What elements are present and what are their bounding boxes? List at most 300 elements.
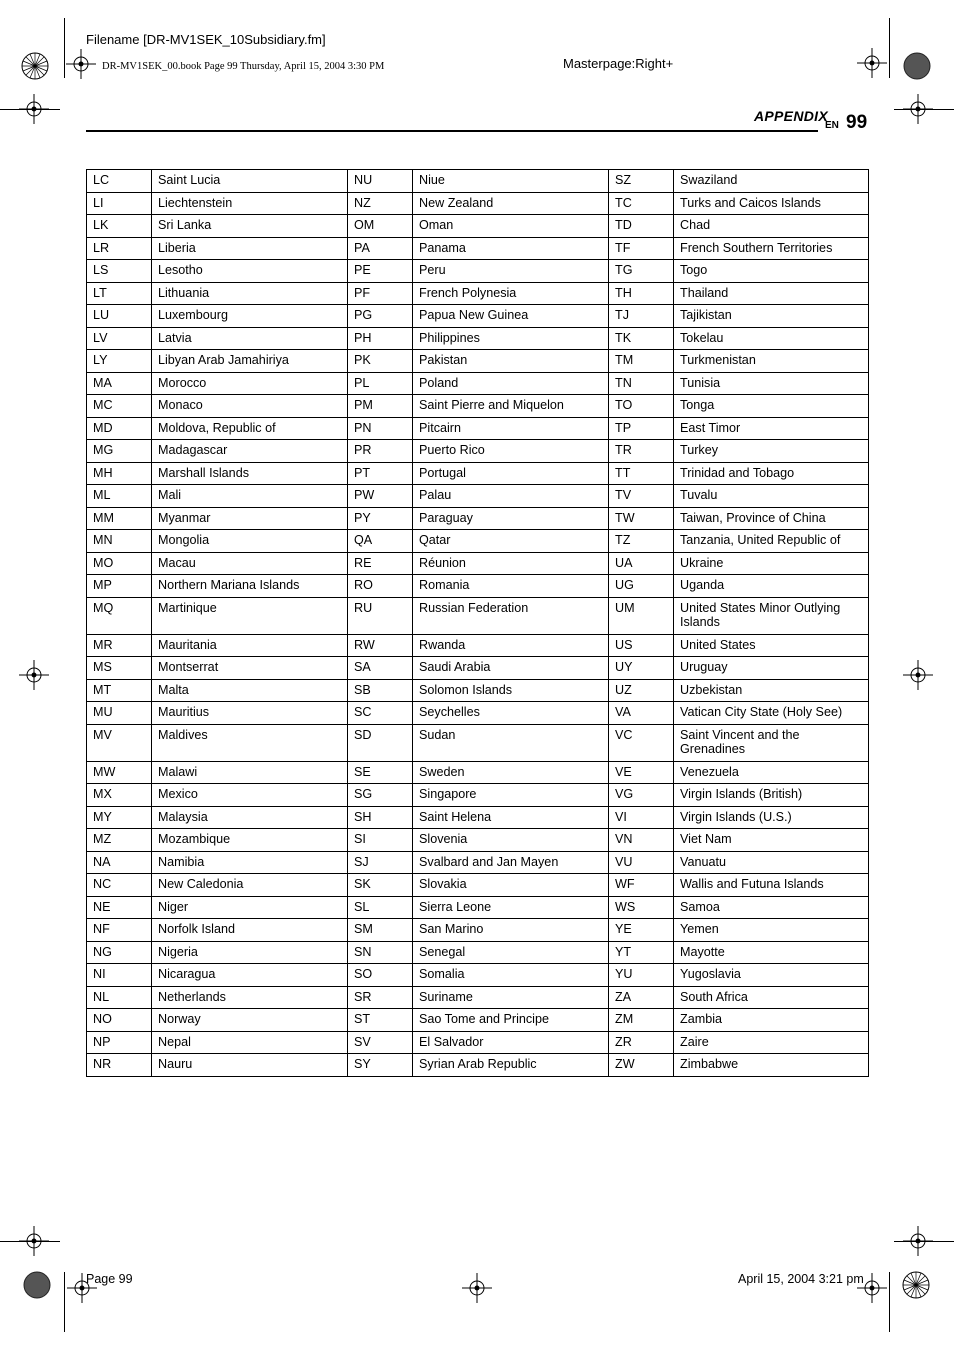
code-cell: PF	[348, 282, 413, 305]
registration-dot-icon	[902, 51, 932, 81]
country-cell: Saint Lucia	[152, 170, 348, 193]
country-cell: French Southern Territories	[674, 237, 869, 260]
country-cell: Tokelau	[674, 327, 869, 350]
table-row	[87, 1031, 869, 1054]
code-cell: PR	[348, 440, 413, 463]
country-cell: Romania	[413, 575, 609, 598]
code-cell: SK	[348, 874, 413, 897]
table-row	[87, 986, 869, 1009]
country-cell: Papua New Guinea	[413, 305, 609, 328]
country-cell: Namibia	[152, 851, 348, 874]
country-cell: Malawi	[152, 761, 348, 784]
code-cell: ZM	[609, 1009, 674, 1032]
code-cell: MD	[87, 417, 152, 440]
code-cell: NP	[87, 1031, 152, 1054]
crop-line	[889, 1272, 890, 1332]
country-cell: Luxembourg	[152, 305, 348, 328]
code-cell: LV	[87, 327, 152, 350]
footer-date: April 15, 2004 3:21 pm	[738, 1272, 864, 1286]
header-masterpage: Masterpage:Right+	[563, 56, 674, 71]
code-cell: SC	[348, 702, 413, 725]
code-cell: US	[609, 634, 674, 657]
code-cell: RU	[348, 597, 413, 634]
code-cell: ZW	[609, 1054, 674, 1077]
country-cell: Nauru	[152, 1054, 348, 1077]
code-cell: PT	[348, 462, 413, 485]
code-cell: TO	[609, 395, 674, 418]
table-row	[87, 417, 869, 440]
country-cell: Tanzania, United Republic of	[674, 530, 869, 553]
country-cell: Peru	[413, 260, 609, 283]
country-cell: Ukraine	[674, 552, 869, 575]
code-cell: PG	[348, 305, 413, 328]
country-cell: Thailand	[674, 282, 869, 305]
code-cell: SO	[348, 964, 413, 987]
country-cell: Sao Tome and Principe	[413, 1009, 609, 1032]
country-cell: Tunisia	[674, 372, 869, 395]
code-cell: MU	[87, 702, 152, 725]
country-cell: Lesotho	[152, 260, 348, 283]
country-cell: Zambia	[674, 1009, 869, 1032]
table-row	[87, 462, 869, 485]
code-cell: NG	[87, 941, 152, 964]
table-row	[87, 192, 869, 215]
country-cell: Puerto Rico	[413, 440, 609, 463]
code-cell: PH	[348, 327, 413, 350]
country-cell: Moldova, Republic of	[152, 417, 348, 440]
code-cell: PA	[348, 237, 413, 260]
code-cell: NI	[87, 964, 152, 987]
country-cell: Virgin Islands (U.S.)	[674, 806, 869, 829]
country-cell: Russian Federation	[413, 597, 609, 634]
country-cell: Mongolia	[152, 530, 348, 553]
country-cell: Martinique	[152, 597, 348, 634]
country-cell: Lithuania	[152, 282, 348, 305]
code-cell: NR	[87, 1054, 152, 1077]
crop-line	[894, 1241, 954, 1242]
country-cell: Svalbard and Jan Mayen	[413, 851, 609, 874]
registration-dot-icon	[22, 1270, 52, 1300]
country-cell: Philippines	[413, 327, 609, 350]
code-cell: YT	[609, 941, 674, 964]
country-cell: Nigeria	[152, 941, 348, 964]
code-cell: VC	[609, 724, 674, 761]
code-cell: SZ	[609, 170, 674, 193]
table-row	[87, 530, 869, 553]
code-cell: PN	[348, 417, 413, 440]
code-cell: MG	[87, 440, 152, 463]
code-cell: UG	[609, 575, 674, 598]
crop-line	[0, 109, 60, 110]
code-cell: VA	[609, 702, 674, 725]
code-cell: TF	[609, 237, 674, 260]
code-cell: SM	[348, 919, 413, 942]
code-cell: SN	[348, 941, 413, 964]
header-book-line: DR-MV1SEK_00.book Page 99 Thursday, April 15, 2004 3:30 PM	[102, 61, 385, 72]
country-cell: Slovakia	[413, 874, 609, 897]
country-cell: Tajikistan	[674, 305, 869, 328]
country-cell: El Salvador	[413, 1031, 609, 1054]
code-cell: TC	[609, 192, 674, 215]
country-cell: Saint Pierre and Miquelon	[413, 395, 609, 418]
code-cell: MH	[87, 462, 152, 485]
header-rule	[86, 130, 818, 132]
header-filename: Filename [DR-MV1SEK_10Subsidiary.fm]	[86, 32, 326, 47]
country-cell: Rwanda	[413, 634, 609, 657]
code-cell: MV	[87, 724, 152, 761]
country-cell: Turks and Caicos Islands	[674, 192, 869, 215]
code-cell: MS	[87, 657, 152, 680]
country-cell: Togo	[674, 260, 869, 283]
table-row	[87, 964, 869, 987]
country-cell: Turkey	[674, 440, 869, 463]
code-cell: WF	[609, 874, 674, 897]
country-cell: Myanmar	[152, 507, 348, 530]
crop-line	[64, 1272, 65, 1332]
country-cell: Uganda	[674, 575, 869, 598]
code-cell: SL	[348, 896, 413, 919]
code-cell: ZR	[609, 1031, 674, 1054]
code-cell: TH	[609, 282, 674, 305]
country-cell: Nepal	[152, 1031, 348, 1054]
code-cell: SH	[348, 806, 413, 829]
section-title: APPENDIX	[754, 108, 828, 124]
country-cell: East Timor	[674, 417, 869, 440]
code-cell: TG	[609, 260, 674, 283]
country-cell: Trinidad and Tobago	[674, 462, 869, 485]
country-cell: Tuvalu	[674, 485, 869, 508]
code-cell: SI	[348, 829, 413, 852]
code-cell: MY	[87, 806, 152, 829]
country-cell: Virgin Islands (British)	[674, 784, 869, 807]
crosshair-mark-icon	[66, 49, 96, 79]
country-cell: Mayotte	[674, 941, 869, 964]
crosshair-mark-icon	[67, 1273, 97, 1303]
footer-page: Page 99	[86, 1272, 133, 1286]
country-cell: New Caledonia	[152, 874, 348, 897]
code-cell: NE	[87, 896, 152, 919]
table-row	[87, 851, 869, 874]
country-cell: Pakistan	[413, 350, 609, 373]
code-cell: VU	[609, 851, 674, 874]
table-row	[87, 761, 869, 784]
country-cell: French Polynesia	[413, 282, 609, 305]
table-row	[87, 829, 869, 852]
code-cell: LT	[87, 282, 152, 305]
code-cell: MX	[87, 784, 152, 807]
registration-sunburst-icon	[20, 51, 50, 81]
crop-line	[889, 18, 890, 78]
code-cell: WS	[609, 896, 674, 919]
country-cell: Vanuatu	[674, 851, 869, 874]
code-cell: NA	[87, 851, 152, 874]
country-cell: Pitcairn	[413, 417, 609, 440]
country-cell: Samoa	[674, 896, 869, 919]
code-cell: NC	[87, 874, 152, 897]
table-row	[87, 597, 869, 634]
country-cell: New Zealand	[413, 192, 609, 215]
country-cell: Taiwan, Province of China	[674, 507, 869, 530]
country-cell: Niue	[413, 170, 609, 193]
table-row	[87, 634, 869, 657]
code-cell: PY	[348, 507, 413, 530]
code-cell: NF	[87, 919, 152, 942]
country-cell: Panama	[413, 237, 609, 260]
table-row	[87, 327, 869, 350]
table-row	[87, 724, 869, 761]
code-cell: SA	[348, 657, 413, 680]
code-cell: RO	[348, 575, 413, 598]
table-row	[87, 941, 869, 964]
table-row	[87, 552, 869, 575]
country-cell: Qatar	[413, 530, 609, 553]
country-cell: United States Minor Outlying Islands	[674, 597, 869, 634]
code-cell: VG	[609, 784, 674, 807]
table-row	[87, 896, 869, 919]
country-cell: Niger	[152, 896, 348, 919]
code-cell: LS	[87, 260, 152, 283]
code-cell: ML	[87, 485, 152, 508]
table-row	[87, 395, 869, 418]
code-cell: TD	[609, 215, 674, 238]
country-cell: Mauritania	[152, 634, 348, 657]
country-cell: Montserrat	[152, 657, 348, 680]
table-row	[87, 170, 869, 193]
country-cell: Mali	[152, 485, 348, 508]
country-cell: Singapore	[413, 784, 609, 807]
code-cell: VN	[609, 829, 674, 852]
country-code-table	[86, 169, 869, 1077]
crosshair-mark-icon	[19, 660, 49, 690]
table-row	[87, 215, 869, 238]
table-row	[87, 919, 869, 942]
country-cell: Portugal	[413, 462, 609, 485]
table-row	[87, 237, 869, 260]
code-cell: MT	[87, 679, 152, 702]
code-cell: NO	[87, 1009, 152, 1032]
code-cell: TP	[609, 417, 674, 440]
country-cell: Viet Nam	[674, 829, 869, 852]
code-cell: MQ	[87, 597, 152, 634]
country-cell: Saudi Arabia	[413, 657, 609, 680]
table-row	[87, 784, 869, 807]
code-cell: NL	[87, 986, 152, 1009]
country-cell: Turkmenistan	[674, 350, 869, 373]
table-row	[87, 806, 869, 829]
country-cell: Liberia	[152, 237, 348, 260]
country-cell: Oman	[413, 215, 609, 238]
code-cell: SY	[348, 1054, 413, 1077]
country-cell: Senegal	[413, 941, 609, 964]
code-cell: QA	[348, 530, 413, 553]
country-cell: Seychelles	[413, 702, 609, 725]
table-row	[87, 702, 869, 725]
code-cell: UM	[609, 597, 674, 634]
code-cell: UY	[609, 657, 674, 680]
table-row	[87, 575, 869, 598]
country-cell: United States	[674, 634, 869, 657]
country-cell: Réunion	[413, 552, 609, 575]
country-cell: Latvia	[152, 327, 348, 350]
country-cell: Northern Mariana Islands	[152, 575, 348, 598]
country-cell: Solomon Islands	[413, 679, 609, 702]
code-cell: MA	[87, 372, 152, 395]
code-cell: PW	[348, 485, 413, 508]
country-cell: Nicaragua	[152, 964, 348, 987]
country-cell: Netherlands	[152, 986, 348, 1009]
country-cell: Syrian Arab Republic	[413, 1054, 609, 1077]
country-cell: Morocco	[152, 372, 348, 395]
crosshair-mark-icon	[903, 660, 933, 690]
country-cell: Malaysia	[152, 806, 348, 829]
table-row	[87, 372, 869, 395]
code-cell: SG	[348, 784, 413, 807]
country-cell: Monaco	[152, 395, 348, 418]
crosshair-mark-icon	[462, 1273, 492, 1303]
code-cell: TM	[609, 350, 674, 373]
crosshair-mark-icon	[857, 48, 887, 78]
code-cell: SR	[348, 986, 413, 1009]
table-row	[87, 657, 869, 680]
code-cell: LU	[87, 305, 152, 328]
language-label: EN	[825, 120, 839, 131]
country-cell: San Marino	[413, 919, 609, 942]
code-cell: SD	[348, 724, 413, 761]
code-cell: MZ	[87, 829, 152, 852]
country-cell: Vatican City State (Holy See)	[674, 702, 869, 725]
country-cell: Marshall Islands	[152, 462, 348, 485]
code-cell: YU	[609, 964, 674, 987]
code-cell: TJ	[609, 305, 674, 328]
country-cell: Madagascar	[152, 440, 348, 463]
code-cell: RE	[348, 552, 413, 575]
country-cell: Libyan Arab Jamahiriya	[152, 350, 348, 373]
country-cell: Poland	[413, 372, 609, 395]
crop-line	[64, 18, 65, 78]
code-cell: LI	[87, 192, 152, 215]
country-cell: Norfolk Island	[152, 919, 348, 942]
code-cell: NU	[348, 170, 413, 193]
country-cell: Sri Lanka	[152, 215, 348, 238]
table-row	[87, 305, 869, 328]
code-cell: MR	[87, 634, 152, 657]
table-row	[87, 1009, 869, 1032]
code-cell: TN	[609, 372, 674, 395]
country-cell: Yemen	[674, 919, 869, 942]
page-number: 99	[846, 112, 868, 133]
country-cell: Sudan	[413, 724, 609, 761]
table-row	[87, 440, 869, 463]
code-cell: SB	[348, 679, 413, 702]
country-cell: Mauritius	[152, 702, 348, 725]
country-cell: Wallis and Futuna Islands	[674, 874, 869, 897]
country-cell: Zaire	[674, 1031, 869, 1054]
code-cell: TZ	[609, 530, 674, 553]
code-cell: MM	[87, 507, 152, 530]
code-cell: TV	[609, 485, 674, 508]
country-code-table-body	[87, 170, 869, 1077]
code-cell: RW	[348, 634, 413, 657]
code-cell: TK	[609, 327, 674, 350]
country-cell: Saint Vincent and the Grenadines	[674, 724, 869, 761]
country-cell: Zimbabwe	[674, 1054, 869, 1077]
country-cell: Maldives	[152, 724, 348, 761]
code-cell: OM	[348, 215, 413, 238]
country-cell: Somalia	[413, 964, 609, 987]
country-cell: Chad	[674, 215, 869, 238]
code-cell: SJ	[348, 851, 413, 874]
country-cell: Uzbekistan	[674, 679, 869, 702]
code-cell: VE	[609, 761, 674, 784]
crop-line	[0, 1241, 60, 1242]
code-cell: LR	[87, 237, 152, 260]
code-cell: ZA	[609, 986, 674, 1009]
code-cell: LC	[87, 170, 152, 193]
code-cell: MP	[87, 575, 152, 598]
table-row	[87, 485, 869, 508]
registration-sunburst-icon	[901, 1270, 931, 1300]
table-row	[87, 350, 869, 373]
country-cell: Paraguay	[413, 507, 609, 530]
crosshair-mark-icon	[857, 1273, 887, 1303]
code-cell: UA	[609, 552, 674, 575]
code-cell: SV	[348, 1031, 413, 1054]
code-cell: PE	[348, 260, 413, 283]
country-cell: Suriname	[413, 986, 609, 1009]
code-cell: TT	[609, 462, 674, 485]
code-cell: PL	[348, 372, 413, 395]
table-row	[87, 260, 869, 283]
country-cell: Macau	[152, 552, 348, 575]
country-cell: Liechtenstein	[152, 192, 348, 215]
code-cell: MO	[87, 552, 152, 575]
table-row	[87, 1054, 869, 1077]
country-cell: Malta	[152, 679, 348, 702]
code-cell: UZ	[609, 679, 674, 702]
code-cell: YE	[609, 919, 674, 942]
code-cell: PK	[348, 350, 413, 373]
code-cell: TR	[609, 440, 674, 463]
code-cell: MN	[87, 530, 152, 553]
code-cell: SE	[348, 761, 413, 784]
code-cell: MC	[87, 395, 152, 418]
code-cell: ST	[348, 1009, 413, 1032]
country-cell: Yugoslavia	[674, 964, 869, 987]
code-cell: VI	[609, 806, 674, 829]
country-cell: Norway	[152, 1009, 348, 1032]
country-cell: Uruguay	[674, 657, 869, 680]
country-cell: Tonga	[674, 395, 869, 418]
table-row	[87, 874, 869, 897]
country-cell: Slovenia	[413, 829, 609, 852]
country-cell: Sweden	[413, 761, 609, 784]
table-row	[87, 282, 869, 305]
country-cell: Mexico	[152, 784, 348, 807]
country-cell: Venezuela	[674, 761, 869, 784]
crop-line	[894, 109, 954, 110]
country-cell: South Africa	[674, 986, 869, 1009]
code-cell: PM	[348, 395, 413, 418]
country-cell: Sierra Leone	[413, 896, 609, 919]
code-cell: TW	[609, 507, 674, 530]
code-cell: NZ	[348, 192, 413, 215]
country-cell: Swaziland	[674, 170, 869, 193]
code-cell: LK	[87, 215, 152, 238]
code-cell: LY	[87, 350, 152, 373]
code-cell: MW	[87, 761, 152, 784]
country-cell: Mozambique	[152, 829, 348, 852]
country-cell: Saint Helena	[413, 806, 609, 829]
